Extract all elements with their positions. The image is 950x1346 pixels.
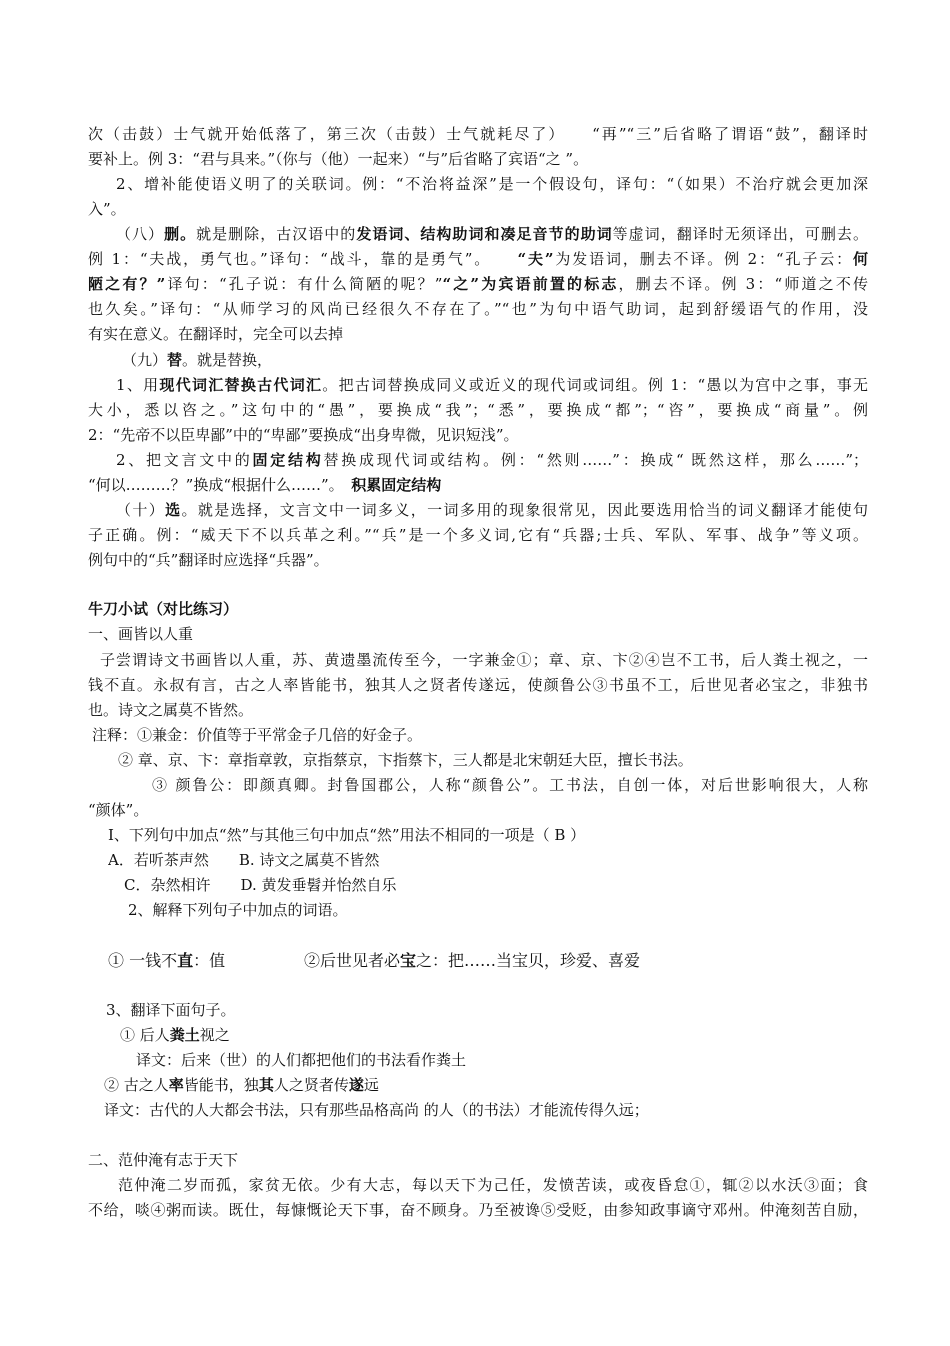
term-function-words: 发语词、结构助词和凑足音节的助词 bbox=[356, 225, 613, 243]
passage2-line1: 范仲淹二岁而孤，家贫无依。少有大志，每以天下为己任，发愤苦读，或夜昏怠①，辄②以水沃③面；食 bbox=[118, 1176, 868, 1194]
term-accumulate-structures: 积累固定结构 bbox=[351, 476, 442, 494]
practice-heading: 牛刀小试（对比练习） bbox=[88, 600, 239, 618]
para-delete-line2: 例 1：“夫战，勇气也。”译句：“战斗，靠的是勇气”。 “夫”为发语词，删去不译。例 2：“孔子云：何 bbox=[88, 250, 868, 268]
para-delete-line5: 有实在意义。在翻译时，完全可以去掉 bbox=[88, 325, 344, 343]
question-3: 3、翻译下面句子。 bbox=[106, 1001, 236, 1019]
term-delete: 删。 bbox=[164, 225, 197, 243]
para-delete-line4: 也久矣。”译句：“从师学习的风尚已经很久不存在了。”“也”为句中语气助词，起到舒缓语气的作用，没 bbox=[88, 300, 868, 318]
question-3-translation-1: 译文：后来（世）的人们都把他们的书法看作粪土 bbox=[136, 1051, 467, 1069]
para-omission-line2: 要补上。例 3：“君与具来。”（你与（他）一起来）“与”后省略了宾语“之 ”。 bbox=[88, 150, 589, 168]
para-select-line3: 例句中的“兵”翻译时应选择“兵器”。 bbox=[88, 551, 329, 569]
question-2: 2、解释下列句子中加点的词语。 bbox=[128, 901, 348, 919]
passage1-line2: 钱不直。永叔有言，古之人率皆能书，独其人之贤者传遂远，使颜鲁公③书虽不工，后世见者必宝之，非独书 bbox=[88, 676, 868, 694]
para-select-line1: （十）选。就是选择，文言文中一词多义，一词多用的现象很常见，因此要选用恰当的词义翻译才能使句 bbox=[116, 501, 868, 519]
question-3-sentence-1: ① 后人粪土视之 bbox=[120, 1026, 230, 1044]
para-replace-1-line2: 大小，悉以咨之。”这句中的“愚”，要换成“我”；“悉”，要换成“都”；“咨”，要换成“商量”。例 bbox=[88, 401, 868, 419]
passage1-line3: 也。诗文之属莫不皆然。 bbox=[88, 701, 254, 719]
para-replace-1-line1: 1、用现代词汇替换古代词汇。把古词替换成同义或近义的现代词或词组。例 1：“愚以为宫中之事，事无 bbox=[116, 376, 868, 394]
question-2-answer-a: ① 一钱不直：值 bbox=[108, 951, 226, 970]
para-replace-1-line3: 2：“先帝不以臣卑鄙”中的“卑鄙”要换成“出身卑微，见识短浅”。 bbox=[88, 426, 519, 444]
question-1: I、下列句中加点“然”与其他三句中加点“然”用法不相同的一项是（ B ） bbox=[108, 826, 586, 844]
section1-title: 一、画皆以人重 bbox=[88, 625, 194, 643]
note-3-line2: “颜体”。 bbox=[88, 801, 149, 819]
para-conjunction-line1: 2、增补能使语义明了的关联词。例：“不治将益深”是一个假设句，译句：“（如果）不治疗就会更加深 bbox=[116, 175, 868, 193]
para-select-line2: 子正确。例：“威天下不以兵革之利。”“兵”是一个多义词,它有“兵器;士兵、军队、军事、战争”等义项。 bbox=[88, 526, 868, 544]
passage1-line1: 子尝谓诗文书画皆以人重，苏、黄遗墨流传至今，一字兼金①；章、京、卞②④岂不工书，后人粪土视之，一 bbox=[100, 651, 868, 669]
para-replace-2-line1: 2、把文言文中的固定结构替换成现代词或结构。例：“然则……”：换成“ 既然这样，那么……”； bbox=[116, 451, 868, 469]
para-conjunction-line2: 入”。 bbox=[88, 200, 126, 218]
note-2: ② 章、京、卞：章指章敦，京指蔡京，卞指蔡卞，三人都是北宋朝廷大臣，擅长书法。 bbox=[118, 751, 693, 769]
para-replace-heading: （九）替。就是替换， bbox=[122, 351, 273, 369]
question-1-options-cd: C．杂然相许 D. 黄发垂髫并怡然自乐 bbox=[124, 876, 397, 894]
para-replace-2-line2: “何以………？”换成“根据什么……”。 积累固定结构 bbox=[88, 476, 442, 494]
term-select: 选 bbox=[165, 501, 182, 519]
section2-title: 二、范仲淹有志于天下 bbox=[88, 1151, 239, 1169]
term-replace: 替 bbox=[167, 351, 183, 369]
para-delete-line1: （八）删。就是删除，古汉语中的发语词、结构助词和凑足音节的助词等虚词，翻译时无须译出，可删去。 bbox=[116, 225, 868, 243]
term-modern-vocab: 现代词汇替换古代词汇 bbox=[159, 376, 323, 394]
para-omission-line1: 次（击鼓）士气就开始低落了，第三次（击鼓）士气就耗尽了） “再”“三”后省略了谓语“鼓”，翻译时 bbox=[88, 125, 868, 143]
question-1-options-ab: A．若听茶声然 B. 诗文之属莫不皆然 bbox=[108, 851, 380, 869]
term-fixed-structure: 固定结构 bbox=[252, 451, 324, 469]
question-3-sentence-2: ② 古之人率皆能书，独其人之贤者传遂远 bbox=[104, 1076, 379, 1094]
question-2-answer-b: ②后世见者必宝之：把……当宝贝，珍爱、喜爱 bbox=[304, 951, 641, 970]
term-object-preposed-marker: “之”为宾语前置的标志 bbox=[442, 275, 619, 293]
passage2-line2: 不给，啖④粥而读。既仕，每慷慨论天下事，奋不顾身。乃至被谗⑤受贬，由参知政事谪守邓州。仲淹刻苦自励， bbox=[88, 1201, 868, 1219]
note-1: 注释：①兼金：价值等于平常金子几倍的好金子。 bbox=[92, 726, 423, 744]
para-delete-line3: 陋之有？”译句：“孔子说：有什么简陋的呢？”“之”为宾语前置的标志，删去不译。例 3：“师道之不传 bbox=[88, 275, 868, 293]
note-3-line1: ③ 颜鲁公：即颜真卿。封鲁国郡公，人称“颜鲁公”。工书法，自创一体，对后世影响很大，人称 bbox=[152, 776, 868, 794]
question-3-translation-2: 译文：古代的人大都会书法，只有那些品格高尚 的人（的书法）才能流传得久远； bbox=[104, 1101, 649, 1119]
